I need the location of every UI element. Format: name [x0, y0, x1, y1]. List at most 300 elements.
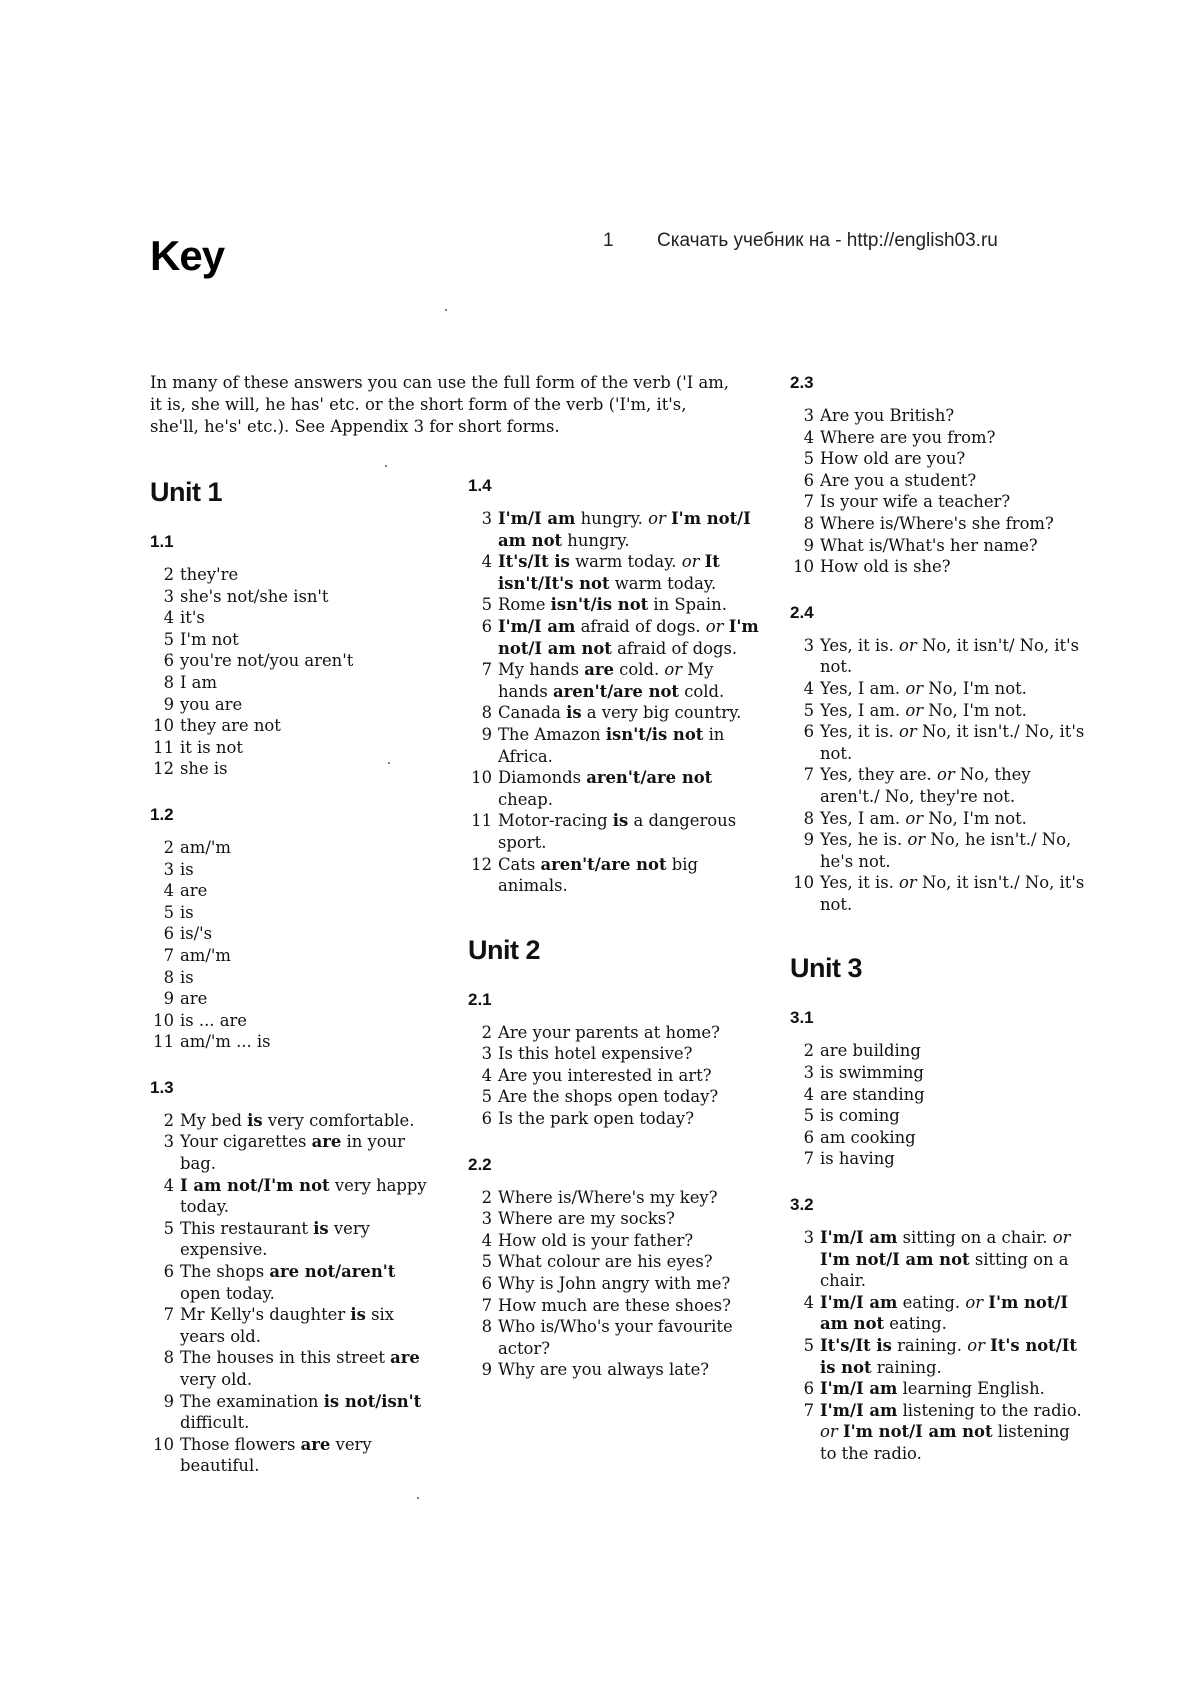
answer-text: am cooking: [820, 1127, 916, 1147]
answer-item: [468, 1295, 768, 1317]
answer-text: I'm/I am eating. or I'm not/I am not eating.: [820, 1292, 1069, 1334]
answer-item: [790, 491, 1090, 513]
answer-number: 8: [163, 1348, 174, 1368]
answer-number: 7: [803, 492, 814, 512]
answer-text: Where is/Where's my key?: [498, 1187, 718, 1207]
answer-text: Why is John angry with me?: [498, 1274, 731, 1294]
answer-number: 12: [471, 854, 492, 874]
answer-item: [150, 586, 440, 608]
answer-text: It's/It is warm today. or It isn't/It's not warm today.: [498, 552, 720, 593]
answer-item: [468, 508, 768, 551]
exercise-section: [468, 1154, 768, 1381]
or-connector: or: [681, 552, 700, 572]
answer-text: Why are you always late?: [498, 1360, 710, 1380]
answer-text: I'm/I am hungry. or I'm not/I am not hungry.: [498, 509, 751, 550]
answer-number: 9: [163, 694, 174, 714]
answer-number: 10: [153, 1010, 174, 1030]
answer-item: [790, 448, 1090, 470]
source-link-text: Скачать учебник на - http://english03.ru: [657, 230, 998, 251]
bold-answer: I'm/I am: [820, 1228, 898, 1248]
answer-number: 11: [153, 1032, 174, 1052]
answer-text: is ... are: [180, 1010, 248, 1030]
answer-item: [150, 650, 440, 672]
answer-text: The houses in this street are very old.: [180, 1348, 420, 1389]
answer-item: [790, 535, 1090, 557]
answer-text: is coming: [820, 1106, 900, 1126]
answer-item: [468, 594, 768, 616]
answer-text: Where are my socks?: [498, 1209, 675, 1229]
answer-item: [150, 607, 440, 629]
answer-item: [468, 767, 768, 810]
exercise-section: [790, 1007, 1090, 1170]
or-connector: or: [899, 635, 917, 655]
answer-number: 8: [803, 808, 814, 828]
or-connector: or: [905, 678, 924, 698]
answer-item: [468, 1208, 768, 1230]
answer-text: What colour are his eyes?: [498, 1252, 713, 1272]
answer-item: [150, 859, 440, 881]
answer-item: [790, 808, 1090, 830]
answer-text: Yes, it is. or No, it isn't/ No, it's not.: [820, 635, 1080, 677]
answer-item: [790, 1227, 1090, 1292]
exercise-number: 2.2: [468, 1154, 492, 1174]
answer-item: [468, 1086, 768, 1108]
exercise-number: 2.4: [790, 602, 814, 622]
answer-text: I am not/I'm not very happy today.: [180, 1175, 427, 1217]
page-number: 1: [603, 230, 614, 251]
answer-number: 9: [163, 1391, 174, 1411]
answer-number: 4: [481, 552, 492, 572]
column-1: [150, 475, 440, 1501]
column-3: [790, 372, 1090, 1489]
answer-text: Are the shops open today?: [498, 1087, 719, 1107]
answer-text: Are you British?: [820, 406, 955, 425]
answer-text: Is the park open today?: [498, 1109, 694, 1129]
unit-heading: Unit 1: [150, 477, 223, 507]
answer-number: 7: [163, 1305, 174, 1325]
exercise-section: [790, 1194, 1090, 1465]
answer-text: it's: [180, 608, 205, 628]
unit-heading: Unit 3: [790, 953, 863, 984]
answer-item: [790, 1040, 1090, 1062]
answer-number: 6: [803, 722, 814, 742]
answer-item: [468, 1022, 768, 1044]
answer-number: 2: [163, 837, 174, 857]
answer-item: [468, 659, 768, 702]
bold-answer: is: [566, 703, 582, 723]
answer-text: Yes, he is. or No, he isn't./ No, he's not.: [820, 830, 1072, 871]
bold-answer: It's not/It is not: [820, 1336, 1077, 1377]
answer-item: [150, 694, 440, 716]
answer-item: [468, 1065, 768, 1087]
answer-text: you are: [180, 694, 243, 714]
answer-text: This restaurant is very expensive.: [180, 1218, 370, 1260]
answer-text: I'm not: [180, 629, 239, 649]
exercise-number: 1.3: [150, 1077, 174, 1097]
answer-text: Cats aren't/are not big animals.: [498, 854, 698, 896]
bold-answer: I'm/I am: [820, 1400, 898, 1420]
answer-number: 12: [153, 759, 174, 779]
answer-number: 9: [803, 535, 814, 555]
answer-item: [790, 764, 1090, 807]
answer-number: 10: [793, 873, 814, 893]
answer-text: you're not/you aren't: [180, 651, 354, 671]
answer-number: 6: [803, 1379, 814, 1399]
answer-number: 5: [481, 595, 492, 615]
answer-text: How much are these shoes?: [498, 1295, 731, 1315]
bold-answer: I'm not/I am not: [842, 1422, 993, 1442]
answer-number: 5: [803, 1336, 814, 1355]
answer-item: [790, 470, 1090, 492]
answer-number: 8: [481, 1317, 492, 1337]
exercise-section: [790, 602, 1090, 916]
answer-number: 4: [803, 427, 814, 447]
answer-text: The examination is not/isn't difficult.: [180, 1391, 422, 1433]
or-connector: or: [705, 616, 724, 636]
answer-number: 7: [481, 660, 492, 680]
answer-text: Yes, it is. or No, it isn't./ No, it's not.: [820, 722, 1085, 763]
answer-item: [150, 967, 440, 989]
answer-text: How old are you?: [820, 449, 966, 469]
answer-item: [150, 737, 440, 759]
answer-text: Who is/Who's your favourite actor?: [498, 1317, 733, 1358]
answer-item: [790, 1084, 1090, 1106]
answer-text: My bed is very comfortable.: [180, 1110, 415, 1130]
answer-number: 7: [803, 765, 814, 785]
answer-text: Is this hotel expensive?: [498, 1044, 693, 1064]
answer-text: I'm/I am afraid of dogs. or I'm not/I am not afraid of dogs.: [498, 616, 759, 658]
answer-number: 6: [803, 1127, 814, 1147]
exercise-number: 3.2: [790, 1195, 814, 1215]
answer-number: 6: [481, 616, 492, 636]
answer-text: are: [180, 881, 208, 901]
bold-answer: isn't/is not: [550, 595, 649, 615]
answer-number: 3: [163, 1132, 174, 1152]
bold-answer: aren't/are not: [586, 768, 713, 788]
answer-number: 3: [163, 586, 174, 606]
unit-heading: Unit 2: [468, 934, 541, 965]
answer-number: 5: [481, 1252, 492, 1272]
answer-number: 7: [163, 945, 174, 965]
answer-number: 8: [803, 513, 814, 533]
speck-dot: [417, 1497, 419, 1499]
answer-item: [150, 902, 440, 924]
answer-number: 6: [803, 470, 814, 490]
answer-number: 9: [803, 830, 814, 850]
or-connector: or: [648, 509, 666, 528]
bold-answer: are: [300, 1434, 331, 1454]
or-connector: or: [664, 660, 683, 680]
exercise-number: 1.1: [150, 532, 174, 551]
answer-text: is: [180, 902, 194, 922]
answer-number: 6: [481, 1274, 492, 1294]
unit-gap: [790, 939, 1090, 951]
answer-item: [150, 1304, 440, 1347]
answer-item: [790, 829, 1090, 872]
answer-item: [790, 1400, 1090, 1465]
answer-number: 6: [481, 1109, 492, 1129]
answer-item: [150, 880, 440, 902]
answer-item: [790, 427, 1090, 449]
answer-number: 8: [163, 672, 174, 692]
answer-item: [790, 678, 1090, 700]
answer-item: [790, 1062, 1090, 1084]
answer-item: [150, 1175, 440, 1218]
bold-answer: is not/isn't: [323, 1391, 422, 1411]
answer-text: am/'m: [180, 837, 231, 857]
bold-answer: are: [584, 660, 614, 680]
exercise-number: 1.4: [468, 476, 492, 495]
bold-answer: isn't/is not: [605, 724, 704, 744]
bold-answer: I'm/I am: [820, 1379, 898, 1399]
answer-text: What is/What's her name?: [820, 535, 1038, 555]
answer-number: 4: [163, 608, 174, 628]
answer-number: 11: [153, 737, 174, 757]
or-connector: or: [905, 700, 924, 720]
answer-text: My hands are cold. or My hands aren't/are not cold.: [498, 660, 725, 701]
answer-number: 2: [481, 1022, 492, 1042]
answer-number: 2: [163, 565, 174, 584]
answer-text: they are not: [180, 716, 281, 736]
answer-number: 4: [803, 1292, 814, 1312]
exercise-section: [468, 475, 768, 897]
answer-item: [790, 1292, 1090, 1335]
answer-item: [468, 854, 768, 897]
answer-item: [790, 721, 1090, 764]
answer-number: 4: [481, 1065, 492, 1085]
answer-text: Yes, it is. or No, it isn't./ No, it's not.: [820, 873, 1085, 914]
answer-item: [150, 1218, 440, 1261]
answer-text: Diamonds aren't/are not cheap.: [498, 768, 713, 809]
or-connector: or: [967, 1336, 985, 1355]
answer-text: are: [180, 989, 208, 1009]
answer-item: [150, 945, 440, 967]
answer-text: Canada is a very big country.: [498, 703, 742, 723]
answer-text: Motor-racing is a dangerous sport.: [498, 811, 737, 852]
answer-item: [150, 1261, 440, 1304]
answer-text: Your cigarettes are in your bag.: [180, 1132, 406, 1174]
or-connector: or: [899, 873, 917, 893]
bold-answer: is: [350, 1305, 366, 1325]
exercise-number: 3.1: [790, 1008, 814, 1028]
answer-number: 6: [163, 651, 174, 671]
exercise-number: 1.2: [150, 804, 174, 824]
answer-number: 5: [163, 1218, 174, 1238]
answer-text: Where are you from?: [820, 427, 996, 447]
exercise-section: [790, 372, 1090, 578]
answer-item: [150, 1031, 440, 1053]
answer-item: [790, 1148, 1090, 1170]
answer-item: [468, 1043, 768, 1065]
bold-answer: is: [247, 1110, 263, 1130]
answer-text: Yes, I am. or No, I'm not.: [820, 678, 1027, 698]
answer-text: Yes, they are. or No, they aren't./ No, they're not.: [820, 765, 1031, 806]
answer-number: 5: [481, 1087, 492, 1107]
bold-answer: I'm not/I am not: [820, 1249, 970, 1269]
bold-answer: aren't/are not: [553, 681, 679, 701]
answer-text: is/'s: [180, 924, 213, 944]
answer-number: 11: [471, 811, 492, 831]
answer-number: 2: [163, 1110, 174, 1130]
answer-text: they're: [180, 565, 239, 584]
answer-number: 3: [481, 1044, 492, 1064]
answer-item: [150, 758, 440, 780]
answer-number: 3: [481, 509, 492, 528]
answer-number: 10: [153, 716, 174, 736]
or-connector: or: [820, 1422, 838, 1442]
exercise-section: [468, 989, 768, 1130]
answer-item: [790, 1335, 1090, 1378]
answer-text: Yes, I am. or No, I'm not.: [820, 700, 1027, 720]
exercise-number: 2.1: [468, 989, 492, 1009]
answer-number: 4: [163, 1175, 174, 1195]
answer-number: 5: [803, 700, 814, 720]
answer-item: [150, 923, 440, 945]
answer-item: [468, 1108, 768, 1130]
or-connector: or: [936, 765, 955, 785]
answer-text: How old is your father?: [498, 1230, 694, 1250]
answer-number: 4: [803, 1084, 814, 1104]
answer-number: 7: [803, 1149, 814, 1169]
or-connector: or: [965, 1292, 984, 1312]
answer-number: 9: [481, 1360, 492, 1380]
bold-answer: aren't/are not: [540, 854, 667, 874]
answer-text: Are you a student?: [820, 470, 977, 490]
answer-text: Are you interested in art?: [498, 1065, 712, 1085]
answer-item: [790, 872, 1090, 915]
bold-answer: It isn't/It's not: [498, 552, 720, 593]
answer-number: 3: [803, 406, 814, 425]
answer-item: [790, 513, 1090, 535]
answer-item: [790, 1378, 1090, 1400]
answer-number: 10: [471, 768, 492, 788]
or-connector: or: [1052, 1228, 1071, 1248]
answer-text: she is: [180, 759, 228, 779]
answer-number: 3: [163, 859, 174, 879]
answer-item: [150, 988, 440, 1010]
answer-item: [150, 1010, 440, 1032]
answer-text: am/'m: [180, 945, 231, 965]
answer-number: 8: [481, 703, 492, 723]
bold-answer: I'm/I am: [498, 616, 576, 636]
bold-answer: It's/It is: [498, 552, 570, 572]
answer-item: [468, 1251, 768, 1273]
answer-text: Are your parents at home?: [498, 1022, 720, 1042]
answer-number: 3: [803, 1063, 814, 1083]
column-2: [468, 475, 768, 1405]
answer-number: 9: [163, 989, 174, 1009]
answer-item: [468, 724, 768, 767]
or-connector: or: [907, 830, 926, 850]
bold-answer: I am not/I'm not: [180, 1175, 330, 1195]
answer-text: The shops are not/aren't open today.: [180, 1262, 396, 1303]
answer-text: I'm/I am sitting on a chair. or I'm not/I am not sitting on a chair.: [820, 1228, 1071, 1291]
speck-dot: [388, 762, 390, 764]
answer-text: It's/It is raining. or It's not/It is not raining.: [820, 1336, 1077, 1377]
answer-text: Rome isn't/is not in Spain.: [498, 595, 727, 615]
answer-item: [468, 1273, 768, 1295]
answer-number: 2: [481, 1187, 492, 1207]
answer-item: [150, 1434, 440, 1477]
answer-item: [468, 810, 768, 853]
bold-answer: are: [390, 1348, 420, 1368]
answer-text: it is not: [180, 737, 243, 757]
answer-text: she's not/she isn't: [180, 586, 329, 606]
answer-text: Is your wife a teacher?: [820, 492, 1011, 512]
exercise-section: [150, 531, 440, 780]
answer-text: Those flowers are very beautiful.: [180, 1434, 372, 1476]
answer-text: is having: [820, 1149, 895, 1169]
answer-item: [790, 700, 1090, 722]
bold-answer: It's/It is: [820, 1336, 892, 1355]
speck-dot: [445, 309, 447, 311]
answer-number: 6: [163, 1262, 174, 1282]
page-title: Key: [150, 232, 225, 279]
answer-text: Where is/Where's she from?: [820, 513, 1054, 533]
answer-item: [150, 672, 440, 694]
bold-answer: is: [313, 1218, 329, 1238]
bold-answer: I'm not/I am not: [498, 509, 751, 550]
answer-number: 10: [793, 557, 814, 577]
answer-number: 3: [481, 1209, 492, 1229]
answer-number: 5: [803, 1106, 814, 1126]
answer-item: [790, 1105, 1090, 1127]
answer-item: [150, 1347, 440, 1390]
answer-item: [468, 1316, 768, 1359]
answer-text: am/'m ... is: [180, 1032, 271, 1052]
bold-answer: is: [612, 811, 629, 831]
answer-number: 5: [163, 902, 174, 922]
answer-number: 3: [803, 1228, 814, 1248]
or-connector: or: [905, 808, 924, 828]
bold-answer: are not/aren't: [269, 1262, 396, 1282]
answer-text: Yes, I am. or No, I'm not.: [820, 808, 1027, 828]
answer-item: [150, 837, 440, 859]
answer-text: Mr Kelly's daughter is six years old.: [180, 1305, 394, 1346]
answer-number: 9: [481, 724, 492, 744]
bold-answer: are: [311, 1132, 342, 1152]
answer-item: [468, 1230, 768, 1252]
answer-item: [150, 1391, 440, 1434]
answer-item: [150, 629, 440, 651]
answer-text: is: [180, 967, 194, 987]
answer-item: [150, 1131, 440, 1174]
answer-number: 5: [803, 449, 814, 469]
answer-text: I'm/I am listening to the radio. or I'm not/I am not listening to the radio.: [820, 1400, 1082, 1463]
answer-item: [790, 1127, 1090, 1149]
answer-text: The Amazon isn't/is not in Africa.: [498, 724, 725, 766]
unit-gap: [468, 921, 768, 933]
answer-text: I'm/I am learning English.: [820, 1379, 1045, 1399]
answer-item: [468, 702, 768, 724]
answer-number: 10: [153, 1434, 174, 1454]
intro-paragraph: In many of these answers you can use the full form of the verb ('I am, it is, she will, he has' etc. or the short form of the verb ('I'm, it's, she'll, he's' etc.). See Appendix 3 for short forms.: [150, 373, 730, 436]
answer-text: I am: [180, 672, 217, 692]
bold-answer: I'm not/I am not: [820, 1292, 1069, 1334]
answer-text: are building: [820, 1041, 921, 1061]
answer-number: 2: [803, 1041, 814, 1061]
answer-number: 3: [803, 635, 814, 655]
speck-dot: [385, 465, 387, 467]
answer-item: [790, 635, 1090, 678]
answer-item: [468, 1187, 768, 1209]
bold-answer: I'm/I am: [820, 1292, 898, 1312]
answer-number: 7: [803, 1400, 814, 1420]
answer-item: [150, 1110, 440, 1132]
answer-item: [150, 564, 440, 586]
answer-item: [790, 405, 1090, 427]
bold-answer: I'm not/I am not: [498, 616, 759, 658]
